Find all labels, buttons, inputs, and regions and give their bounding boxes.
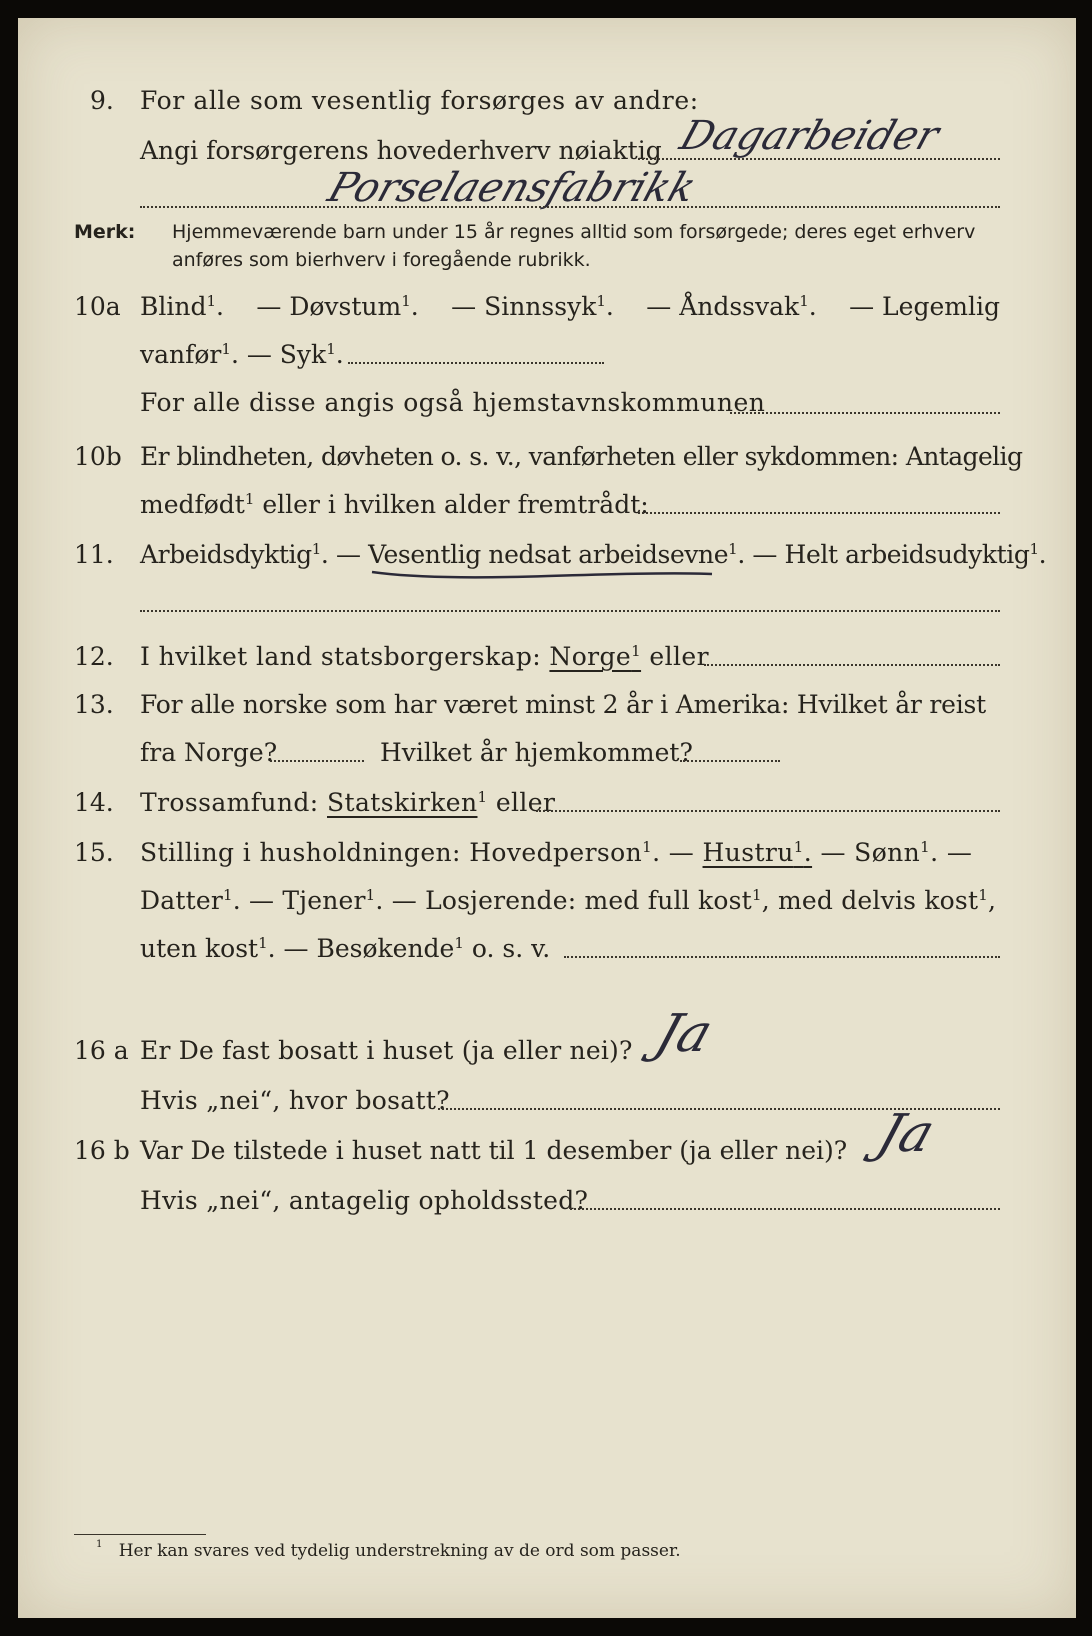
q10a-hjemstavn-answer-line <box>730 412 1000 414</box>
q9-answer-occupation: Dagarbeider <box>674 113 945 159</box>
q9-number: 9. <box>90 86 114 115</box>
q13-reist-answer-line <box>270 760 364 762</box>
footnote: $^1$ Her kan svares ved tydelig understrekning av de ord som passer. <box>96 1539 681 1561</box>
q15-answer-line <box>564 956 1000 958</box>
q12-number: 12. <box>74 642 114 671</box>
merk-line1: Hjemmeværende barn under 15 år regnes alltid som forsørgede; deres eget erhverv <box>172 221 976 243</box>
q9-answer-workplace: Porselaensfabrikk <box>322 165 702 211</box>
q10a-sinnssyk: — Sinnssyk <box>451 292 597 321</box>
q10a-line2: vanfør$^1$. — Syk$^1$. <box>140 340 344 369</box>
q14-number: 14. <box>74 788 114 817</box>
q14-line: Trossamfund: Statskirken$^1$ eller <box>140 788 556 817</box>
q13-hjemkommet-answer-line <box>680 760 780 762</box>
q10a-blind: Blind <box>140 292 207 321</box>
q16b-answer: Ja <box>870 1104 942 1164</box>
q14-answer-line <box>536 810 1000 812</box>
q13-line2b: Hvilket år hjemkommet? <box>380 738 693 767</box>
q10a-andssvak: — Åndssvak <box>646 292 800 321</box>
q15-number: 15. <box>74 838 114 867</box>
merk-line2: anføres som bierhverv i foregående rubrikk. <box>172 249 591 271</box>
q13-line2a: fra Norge? <box>140 738 278 767</box>
footnote-rule <box>74 1534 206 1535</box>
q9-answer-line2 <box>140 206 1000 208</box>
q15-line3: uten kost$^1$. — Besøkende$^1$ o. s. v. <box>140 934 551 963</box>
q10b-number: 10b <box>74 442 122 471</box>
q15-line2: Datter$^1$. — Tjener$^1$. — Losjerende: med full kost$^1$, med delvis kost$^1$, <box>140 886 997 915</box>
q9-line1: For alle som vesentlig forsørges av andre: <box>140 86 699 115</box>
q10a-syk-answer-line <box>348 362 604 364</box>
q16b-answer-line <box>570 1208 1000 1210</box>
q15-line1: Stilling i husholdningen: Hovedperson$^1$. — Hustru$^1$. — Sønn$^1$. — <box>140 838 973 867</box>
merk-label: Merk: <box>74 221 136 243</box>
q11-underline-mark <box>368 566 718 582</box>
q13-line1: For alle norske som har været minst 2 år i Amerika: Hvilket år reist <box>140 690 987 719</box>
q11-answer-line <box>140 610 1000 612</box>
q12-answer-line <box>704 664 1000 666</box>
q14-statskirken-underlined: Statskirken <box>327 788 478 817</box>
q13-number: 13. <box>74 690 114 719</box>
q10b-answer-line <box>638 512 1000 514</box>
q10a-dovstum: — Døvstum <box>256 292 402 321</box>
q9-line2: Angi forsørgerens hovederhverv nøiaktig <box>140 136 662 165</box>
q16b-line1: Var De tilstede i huset natt til 1 desember (ja eller nei)? <box>140 1136 848 1165</box>
q16a-answer: Ja <box>648 1004 720 1064</box>
q15-hustru-underlined: Hustru$^1$. <box>702 838 813 867</box>
q10b-line2: medfødt$^1$ eller i hvilken alder fremtrådt: <box>140 490 649 519</box>
q12-line: I hvilket land statsborgerskap: Norge$^1$ eller <box>140 642 709 671</box>
q12-norge-underlined: Norge$^1$ <box>549 642 642 671</box>
q10a-number: 10a <box>74 292 121 321</box>
q16a-number: 16 a <box>74 1036 129 1065</box>
q16a-line2: Hvis „nei“, hvor bosatt? <box>140 1086 450 1115</box>
census-form-page <box>18 18 1076 1618</box>
q10a-legemlig: — Legemlig <box>849 292 1000 321</box>
q16a-line1: Er De fast bosatt i huset (ja eller nei)? <box>140 1036 633 1065</box>
q10b-line1: Er blindheten, døvheten o. s. v., vanførheten eller sykdommen: Antagelig <box>140 442 1023 471</box>
q11-line: Arbeidsdyktig$^1$. — Vesentlig nedsat arbeidsevne$^1$. — Helt arbeidsudyktig$^1$. <box>140 540 1047 569</box>
q16b-line2: Hvis „nei“, antagelig opholdssted? <box>140 1186 589 1215</box>
q16b-number: 16 b <box>74 1136 130 1165</box>
q10a-line3: For alle disse angis også hjemstavnskommunen <box>140 388 766 417</box>
q10a-line1: Blind$^1$. — Døvstum$^1$. — Sinnssyk$^1$. — Åndssvak$^1$. — Legemlig <box>140 292 1000 321</box>
q11-number: 11. <box>74 540 114 569</box>
